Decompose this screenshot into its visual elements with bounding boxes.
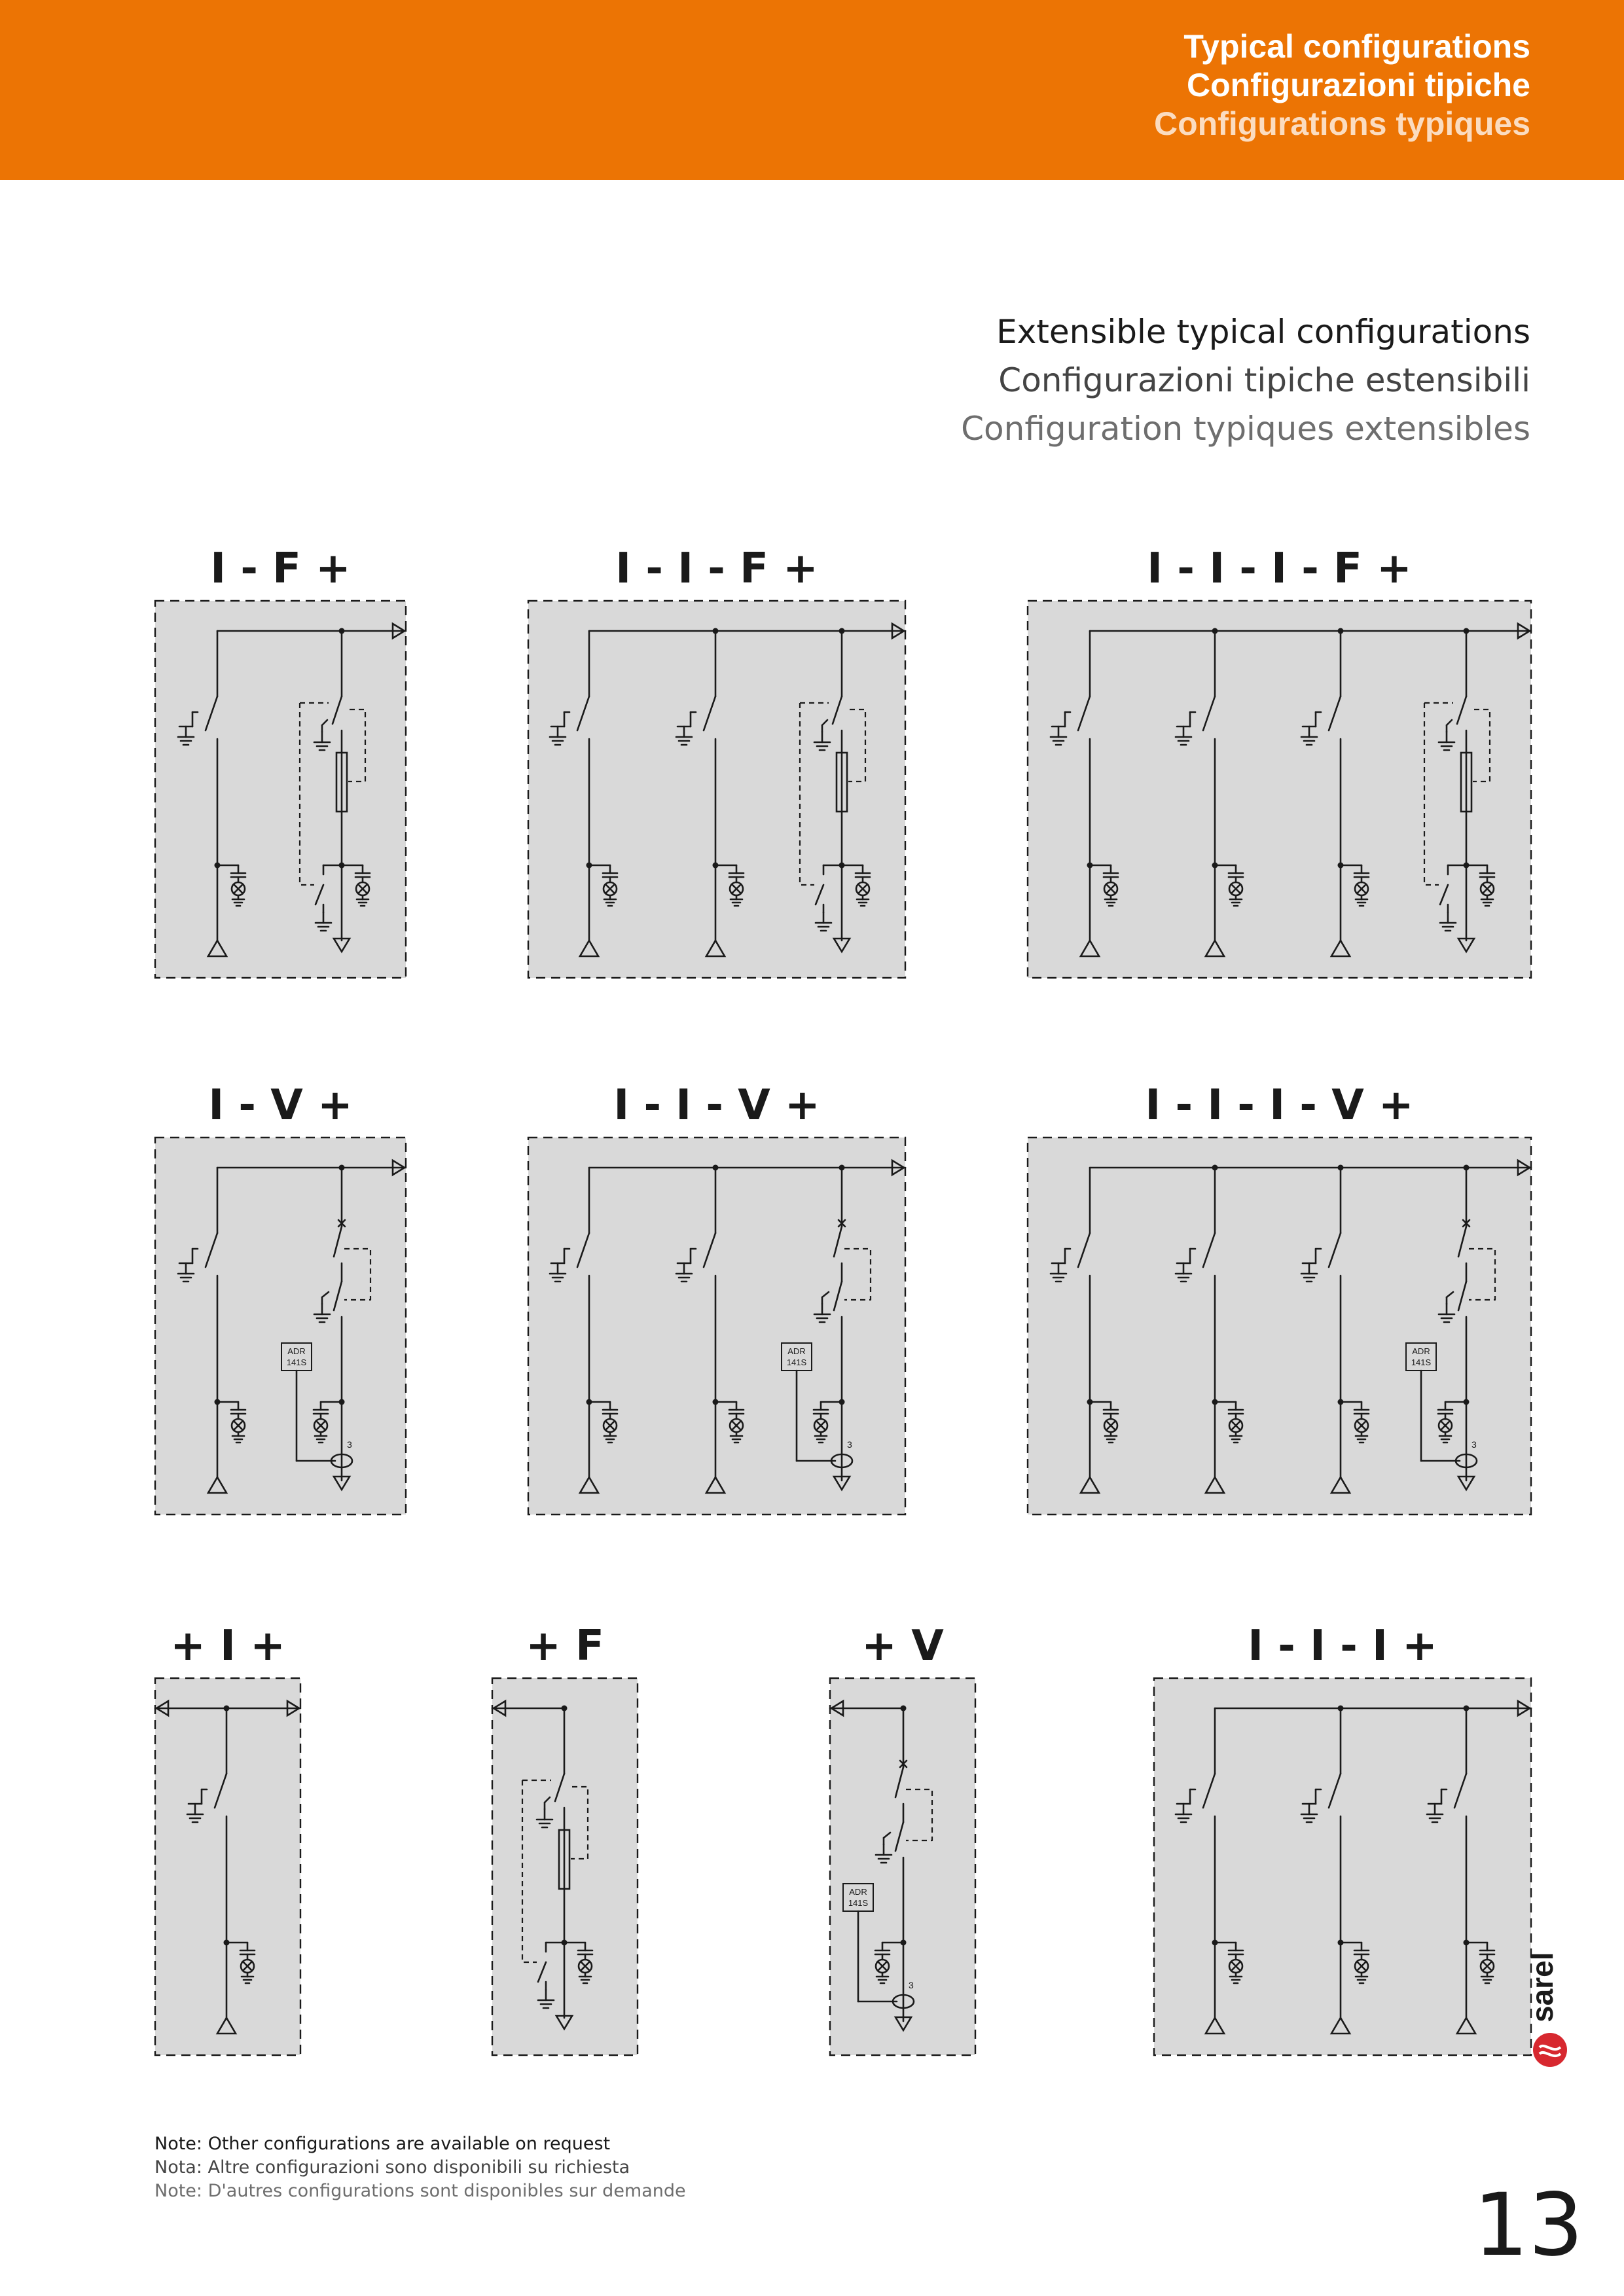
panel-frame bbox=[155, 1138, 406, 1515]
note-en: Note: Other configurations are available on request bbox=[154, 2134, 611, 2154]
adr-label-1: ADR bbox=[787, 1346, 806, 1356]
config-title: I - I - F + bbox=[615, 545, 818, 593]
header-title-it: Configurazioni tipiche bbox=[1187, 67, 1530, 103]
panel-frame bbox=[155, 1678, 300, 2055]
header-title-en: Typical configurations bbox=[1183, 28, 1530, 65]
adr-label-1: ADR bbox=[1412, 1346, 1430, 1356]
ct-count-label: 3 bbox=[909, 1980, 914, 1990]
panel-frame bbox=[1028, 601, 1531, 978]
config-title: I - I - I - F + bbox=[1147, 545, 1412, 593]
note-fr: Note: D'autres configurations sont disponibles sur demande bbox=[154, 2181, 686, 2201]
config-title: + V bbox=[861, 1622, 944, 1670]
adr-label-2: 141S bbox=[848, 1898, 869, 1908]
section-title-en: Extensible typical configurations bbox=[996, 313, 1530, 351]
config-panel-9 bbox=[830, 1622, 975, 2055]
panel-frame bbox=[1028, 1138, 1531, 1515]
ct-count-label: 3 bbox=[847, 1439, 852, 1450]
page-number: 13 bbox=[1473, 2175, 1583, 2276]
adr-label-2: 141S bbox=[286, 1357, 307, 1367]
adr-label-1: ADR bbox=[287, 1346, 306, 1356]
panel-frame bbox=[528, 1138, 905, 1515]
config-panel-8 bbox=[492, 1622, 638, 2055]
config-title: + I + bbox=[170, 1622, 285, 1670]
config-panel-3 bbox=[1028, 545, 1531, 978]
panel-frame bbox=[155, 601, 406, 978]
config-panel-6 bbox=[1028, 1081, 1531, 1515]
ct-count-label: 3 bbox=[1471, 1439, 1477, 1450]
header-title-fr: Configurations typiques bbox=[1154, 105, 1530, 142]
config-panel-2 bbox=[528, 545, 905, 978]
config-title: I - V + bbox=[208, 1081, 353, 1130]
config-title: I - I - I - V + bbox=[1145, 1081, 1414, 1130]
logo-mark bbox=[1533, 2033, 1567, 2067]
note-it: Nota: Altre configurazioni sono disponibili su richiesta bbox=[154, 2157, 630, 2178]
config-panel-7 bbox=[155, 1622, 300, 2055]
config-title: I - I - I + bbox=[1248, 1622, 1437, 1670]
logo-text: sarel bbox=[1525, 1952, 1559, 2022]
config-panel-5 bbox=[528, 1081, 905, 1515]
config-panel-4 bbox=[155, 1081, 406, 1515]
ct-count-label: 3 bbox=[347, 1439, 352, 1450]
config-title: I - F + bbox=[210, 545, 351, 593]
adr-label-2: 141S bbox=[786, 1357, 807, 1367]
config-title: I - I - V + bbox=[613, 1081, 820, 1130]
config-panel-1 bbox=[155, 545, 406, 978]
adr-label-1: ADR bbox=[849, 1887, 867, 1897]
section-title-fr: Configuration typiques extensibles bbox=[961, 410, 1530, 448]
panel-frame bbox=[1154, 1678, 1531, 2055]
panel-frame bbox=[528, 601, 905, 978]
adr-label-2: 141S bbox=[1411, 1357, 1432, 1367]
config-title: + F bbox=[526, 1622, 604, 1670]
config-panel-10 bbox=[1154, 1622, 1531, 2055]
section-title-it: Configurazioni tipiche estensibili bbox=[998, 361, 1530, 399]
sarel-logo-icon bbox=[1525, 1944, 1570, 2075]
